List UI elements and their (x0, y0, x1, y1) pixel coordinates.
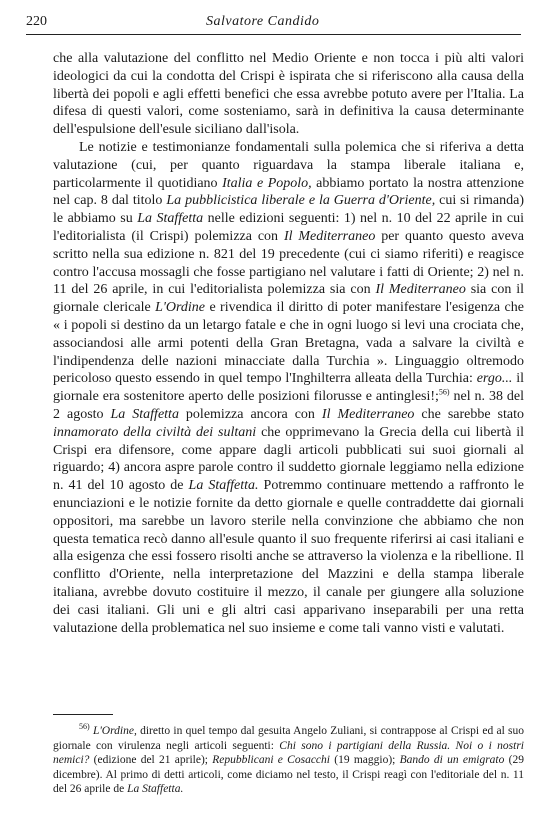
text-span: polemizza ancora con (178, 406, 322, 422)
newspaper-title: Il Mediterraneo (375, 282, 466, 298)
page-number: 220 (26, 14, 47, 29)
text-span: nelle edizioni seguenti: 1) nel n. 10 del 22 aprile in cui l'editorialista (il Crispi) polemizza con (53, 211, 524, 244)
main-text (53, 50, 524, 637)
running-head: Salvatore Candido (206, 14, 320, 29)
footnote (53, 724, 524, 797)
newspaper-title: La Staffetta. (127, 783, 184, 795)
text-span: Potremmo continuare mettendo a raffronto le enunciazioni e le notizie fornite da detto giornale e quelle contraddette dai giornali oppositori, ma sarebbe un lavoro sterile nella convinzione che abbiamo che non questa tematica recò danno all'esule quanto il suo frequente riferirsi ai casi italiani e alla esigenza che essi fossero risolti anche se attraverso la violenza e la ribellione. Il conflitto d'Oriente, nella interpretazione del Mazzini e della stampa liberale italiana, avrebbe dovuto costituire il mezzo, il canale per giungere alla soluzione dei casi italiani. Gli uni e gli altri casi apparivano inseparabili per una retta valutazione della problematica nel suo insieme e come tali vanno visti e valutati. (53, 478, 525, 636)
footnote-divider (53, 714, 113, 715)
text-span: Le notizie e testimonianze fondamentali sulla polemica che si riferiva a detta valutazione (cui, per quanto riguardava la stampa liberale italiana e, particolarmente il quotidiano (53, 139, 524, 191)
newspaper-title: La Staffetta. (188, 478, 259, 494)
page-header (26, 14, 521, 35)
text-span: (19 maggio); (329, 754, 400, 766)
text-span: diretto in quel tempo dal gesuita Angelo Zuliani, si contrappose al Crispi ed al suo giornale con virulenza negli articoli seguenti: (53, 725, 524, 752)
article-title: Chi sono i partigiani della Russia. Noi o i nostri nemici? (53, 739, 524, 766)
italic-phrase: innamorato della civiltà dei sultani (53, 424, 257, 440)
newspaper-title: Il Mediterraneo (321, 406, 415, 422)
paragraph (53, 139, 524, 637)
text-span: abbiamo portato la nostra attenzione nel cap. 8 dal titolo (53, 175, 524, 209)
text-span: (edizione del 21 aprile); (89, 754, 213, 766)
chapter-title: La pubblicistica liberale e la Guerra d'Oriente, (166, 193, 436, 209)
article-title: Bando di un emigrato (399, 754, 505, 766)
footnote-number: 56) (79, 722, 90, 732)
newspaper-title: La Staffetta (110, 406, 179, 422)
text-span: che sarebbe stato (414, 406, 524, 422)
paragraph (53, 50, 524, 139)
newspaper-title: La Staffetta (137, 211, 204, 227)
article-title: Repubblicani e Cosacchi (212, 754, 330, 766)
text-span: nel n. 38 del 2 agosto (53, 389, 524, 422)
text-span: e rivendica il diritto di poter manifestare l'esigenza che « i popoli si destino da un letargo fatale e che in ogni luogo si levi una crociata che, associandosi alle armi potenti della Gran Bretagna, vada a salvare la civiltà e l'indipendenza delle nazioni minacciate dalla Turchia ». Linguaggio oltremodo pericoloso questo essendo in quel tempo l'Inghilterra alleata della Turchia: (53, 300, 524, 387)
text-span: cui si rimanda) le abbiamo su (53, 193, 524, 227)
italic-phrase: ergo... (476, 371, 513, 387)
text-span: (29 dicembre). Al primo di detti articoli, come diciamo nel testo, il Crispi reagì con l'editoriale del n. 11 del 26 aprile de (53, 754, 524, 795)
newspaper-title: Italia e Popolo, (222, 175, 312, 191)
text-span: sia con il giornale clericale (53, 282, 524, 316)
text-span: per quanto questo aveva scritto nella sua edizione n. 821 del 19 precedente (cui ci siamo riferiti) e reagisce contro l'accusa mossagli che fosse partigiano nel valutare i fatti di Oriente; 2) nel n. 11 del 26 aprile, in cui l'editorialista polemizza sia con (53, 228, 524, 298)
text-span: che opprimevano la Grecia della cui libertà il Crispi era difensore, come appare dagli articoli pubblicati sui suoi giornali al riguardo; 4) ancora aspre parole contro il suddetto giornale leggiamo nella edizione n. 41 del 10 agosto de (53, 424, 524, 494)
text-span: che alla valutazione del conflitto nel Medio Oriente e non tocca i più alti valori ideologici da cui la condotta del Crispi è ispirata che si riferiscono alla causa della libertà dei popoli e agli effetti benefici che essa avrebbe potuto avere per l'Italia. La difesa di questi valori, come sosteniamo, sarà in definitiva la causa determinante dell'espulsione dell'esule siciliano dall'isola. (53, 51, 524, 138)
footnote-ref: 56) (438, 387, 450, 397)
newspaper-title: Il Mediterraneo (283, 228, 376, 244)
text-span: il giornale era sostenitore aperto delle posizioni filorusse e antinglesi!; (53, 371, 524, 405)
newspaper-title: L'Ordine, (92, 725, 137, 737)
newspaper-title: L'Ordine (155, 300, 206, 316)
